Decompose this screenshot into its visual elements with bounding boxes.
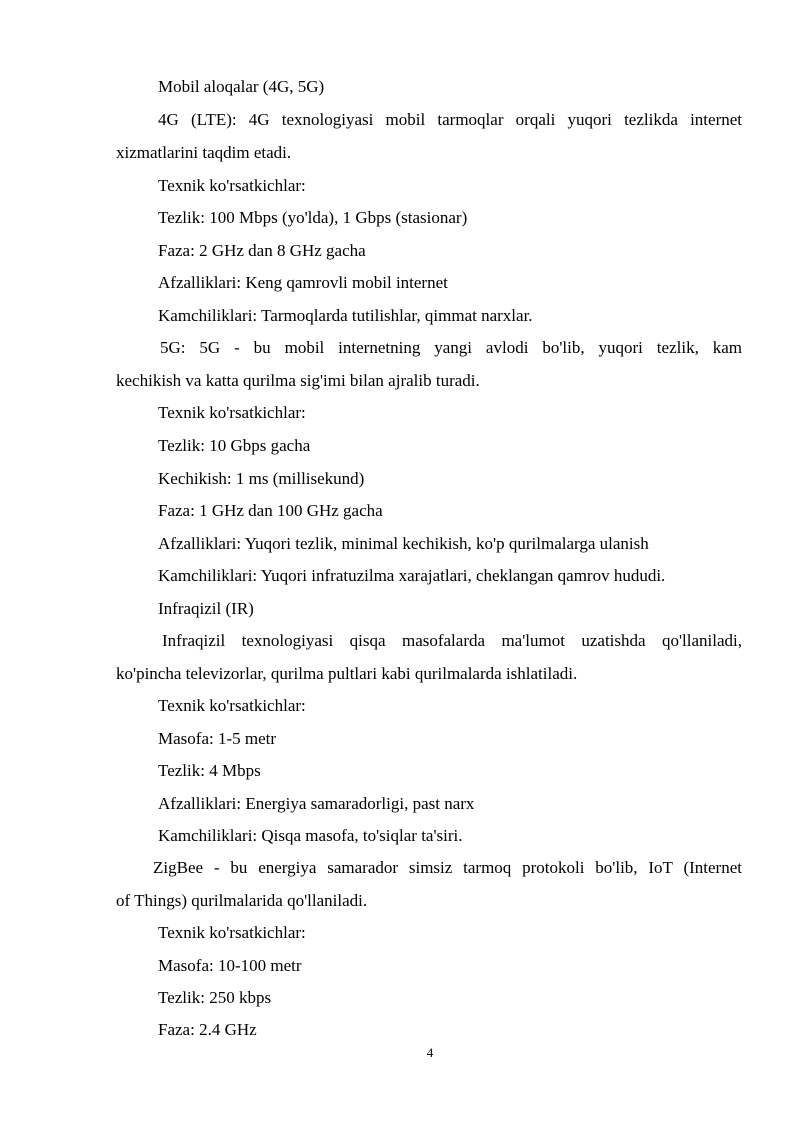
text-line: Tezlik: 10 Gbps gacha bbox=[158, 436, 311, 455]
text-line: Kamchiliklari: Qisqa masofa, to'siqlar ta'siri. bbox=[158, 826, 463, 845]
paragraph-5g-line1: 5G: 5G - bu mobil internetning yangi avlodi bo'lib, yuqori tezlik, kam bbox=[160, 338, 742, 357]
text-line: Tezlik: 100 Mbps (yo'lda), 1 Gbps (stasionar) bbox=[158, 208, 468, 227]
text-line: Tezlik: 250 kbps bbox=[158, 988, 272, 1007]
text-line: Afzalliklari: Yuqori tezlik, minimal kechikish, ko'p qurilmalarga ulanish bbox=[158, 534, 649, 553]
text-line: Texnik ko'rsatkichlar: bbox=[158, 696, 306, 715]
text-line: Masofa: 1-5 metr bbox=[158, 729, 277, 748]
text-line: Afzalliklari: Energiya samaradorligi, past narx bbox=[158, 794, 475, 813]
paragraph-5g-line2: kechikish va katta qurilma sig'imi bilan ajralib turadi. bbox=[116, 371, 480, 390]
paragraph-zigbee-line2: of Things) qurilmalarida qo'llaniladi. bbox=[116, 891, 368, 910]
paragraph-ir-line2: ko'pincha televizorlar, qurilma pultlari kabi qurilmalarda ishlatiladi. bbox=[116, 664, 578, 683]
paragraph-4g-line2: xizmatlarini taqdim etadi. bbox=[116, 143, 292, 162]
text-line: Kamchiliklari: Yuqori infratuzilma xarajatlari, cheklangan qamrov hududi. bbox=[158, 566, 666, 585]
text-line: Faza: 2.4 GHz bbox=[158, 1020, 257, 1039]
text-line: Faza: 1 GHz dan 100 GHz gacha bbox=[158, 501, 383, 520]
text-line: Tezlik: 4 Mbps bbox=[158, 761, 261, 780]
text-line: Afzalliklari: Keng qamrovli mobil internet bbox=[158, 273, 448, 292]
text-line: Kechikish: 1 ms (millisekund) bbox=[158, 469, 365, 488]
text-line: Kamchiliklari: Tarmoqlarda tutilishlar, qimmat narxlar. bbox=[158, 306, 533, 325]
text-line: Texnik ko'rsatkichlar: bbox=[158, 176, 306, 195]
page-number: 4 bbox=[426, 1045, 434, 1060]
text-line: Faza: 2 GHz dan 8 GHz gacha bbox=[158, 241, 366, 260]
text-line: Masofa: 10-100 metr bbox=[158, 956, 302, 975]
paragraph-ir-line1: Infraqizil texnologiyasi qisqa masofalarda ma'lumot uzatishda qo'llaniladi, bbox=[162, 631, 742, 650]
heading-mobile: Mobil aloqalar (4G, 5G) bbox=[158, 77, 325, 96]
text-line: Texnik ko'rsatkichlar: bbox=[158, 403, 306, 422]
text-line: Texnik ko'rsatkichlar: bbox=[158, 923, 306, 942]
paragraph-zigbee-line1: ZigBee - bu energiya samarador simsiz tarmoq protokoli bo'lib, IoT (Internet bbox=[153, 858, 742, 877]
paragraph-4g-line1: 4G (LTE): 4G texnologiyasi mobil tarmoqlar orqali yuqori tezlikda internet bbox=[158, 110, 742, 129]
heading-infrared: Infraqizil (IR) bbox=[158, 599, 254, 618]
